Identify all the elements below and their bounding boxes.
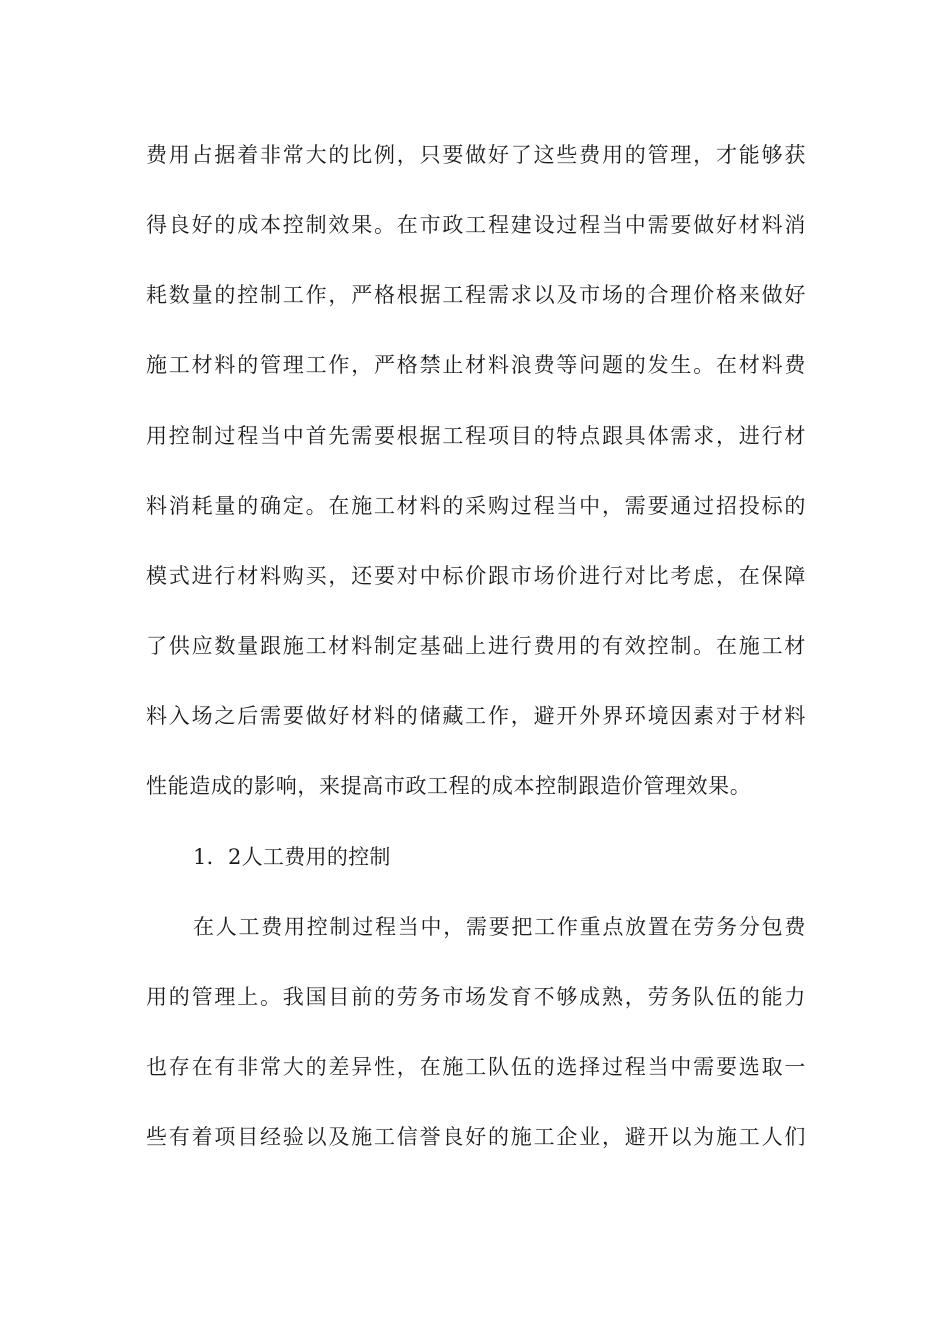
paragraph-line: 得良好的成本控制效果。在市政工程建设过程当中需要做好材料消 <box>146 213 806 237</box>
paragraph-line: 耗数量的控制工作，严格根据工程需求以及市场的合理价格来做好 <box>146 283 806 307</box>
paragraph-line-first: 在人工费用控制过程当中，需要把工作重点放置在劳务分包费 <box>193 915 806 939</box>
paragraph-line: 料消耗量的确定。在施工材料的采购过程当中，需要通过招投标的 <box>146 494 806 518</box>
paragraph-line-last: 性能造成的影响，来提高市政工程的成本控制跟造价管理效果。 <box>146 774 752 798</box>
paragraph-line: 也存在有非常大的差异性，在施工队伍的选择过程当中需要选取一 <box>146 1055 806 1079</box>
paragraph-line: 施工材料的管理工作，严格禁止材料浪费等问题的发生。在材料费 <box>146 353 806 377</box>
paragraph-line: 了供应数量跟施工材料制定基础上进行费用的有效控制。在施工材 <box>146 634 806 658</box>
section-heading: 1．2人工费用的控制 <box>193 845 391 869</box>
paragraph-line: 费用占据着非常大的比例，只要做好了这些费用的管理，才能够获 <box>146 143 806 167</box>
paragraph-line: 用的管理上。我国目前的劳务市场发育不够成熟，劳务队伍的能力 <box>146 985 806 1009</box>
paragraph-line: 模式进行材料购买，还要对中标价跟市场价进行对比考虑，在保障 <box>146 564 806 588</box>
paragraph-line: 用控制过程当中首先需要根据工程项目的特点跟具体需求，进行材 <box>146 424 806 448</box>
paragraph-line: 些有着项目经验以及施工信誉良好的施工企业，避开以为施工人们 <box>146 1125 806 1149</box>
paragraph-line: 料入场之后需要做好材料的储藏工作，避开外界环境因素对于材料 <box>146 704 806 728</box>
